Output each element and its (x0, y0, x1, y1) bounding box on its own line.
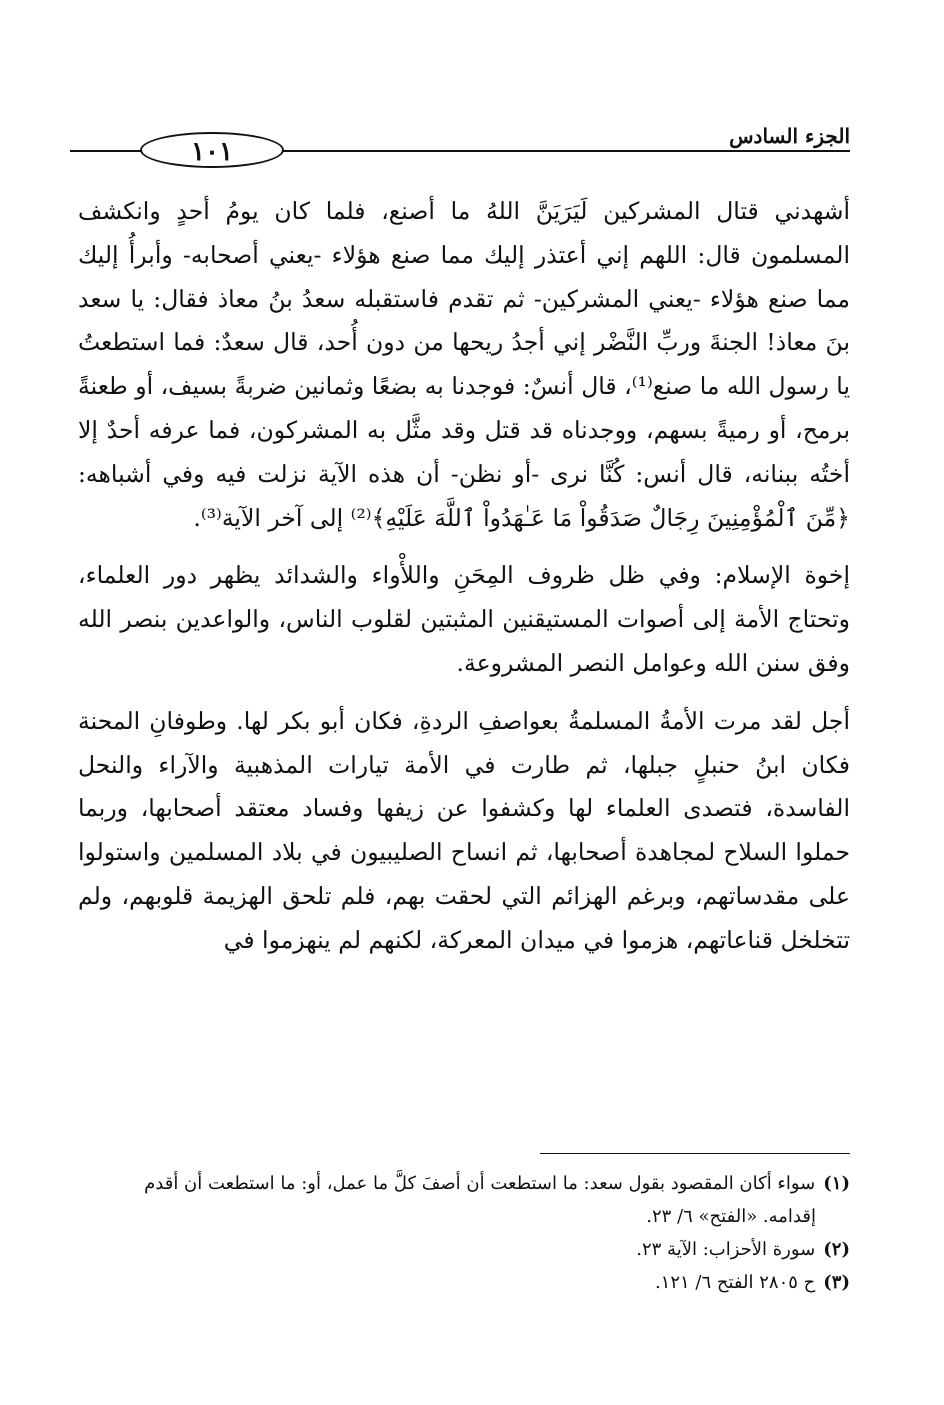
footnote-text: سورة الأحزاب: الآية ٢٣. (636, 1239, 816, 1260)
page-number: ١٠١ (140, 132, 284, 168)
page-header (70, 124, 850, 172)
footnote-text: سواء أكان المقصود بقول سعد: ما استطعت أن أصفَ كلَّ ما عمل، أو: ما استطعت أن أقدم (144, 1173, 816, 1194)
footnote-text: ح ٢٨٠٥ الفتح ٦/ ١٢١. (654, 1272, 816, 1293)
footnote-3 (78, 1266, 850, 1299)
footnote-marker: (٢) (823, 1239, 850, 1260)
paragraph-1: أشهدني قتال المشركين لَيَرَيَنَّ اللهُ ما أصنع، فلما كان يومُ أحدٍ وانكشف المسلمون قال: اللهم إني أعتذر إليك مما صنع هؤلاء -يعني أصحابه- وأبرأُ إليك مما صنع هؤلاء -يعني المشركين- ثم تقدم فاستقبله سعدُ بنُ معاذ فقال: يا سعد بنَ معاذ! الجنةَ وربِّ النَّضْر إني أجدُ ريحها من دون أُحد، قال سعدٌ: فما استطعتُ يا رسول الله ما صنع⁽¹⁾، قال أنسٌ: فوجدنا به بضعًا وثمانين ضربةً بسيف، أو طعنةً برمح، أو رميةً بسهم، ووجدناه قد قتل وقد مثَّل به المشركون، فما عرفه أحدٌ إلا أختُه ببنانه، قال أنس: كُنَّا نرى -أو نظن- أن هذه الآية نزلت فيه وفي أشباهه: ﴿مِّنَ ٱلْمُؤْمِنِينَ رِجَالٌ صَدَقُواْ مَا عَـٰهَدُواْ ٱللَّهَ عَلَيْهِ﴾⁽²⁾ إلى آخر الآية⁽³⁾. (78, 197, 850, 532)
footnote-2 (78, 1233, 850, 1266)
footnote-marker: (٣) (823, 1272, 850, 1293)
footnote-separator (540, 1153, 850, 1154)
footnote-marker: (١) (823, 1173, 850, 1194)
paragraph-3: أجل لقد مرت الأمةُ المسلمةُ بعواصفِ الردةِ، فكان أبو بكر لها. وطوفانِ المحنة فكان ابنُ حنبلٍ جبلها، ثم طارت في الأمة تيارات المذهبية والآراء والنحل الفاسدة، فتصدى العلماء لها وكشفوا عن زيفها وفساد معتقد أصحابها، وربما حملوا السلاح لمجاهدة أصحابها، ثم انساح الصليبيون في بلاد المسلمين واستولوا على مقدساتهم، وبرغم الهزائم التي لحقت بهم، فلم تلحق الهزيمة قلوبهم، ولم تتخلخل قناعاتهم، هزموا في ميدان المعركة، لكنهم لم ينهزموا في (78, 706, 850, 954)
paragraph-2: إخوة الإسلام: وفي ظل ظروف المِحَنِ واللأْواء والشدائد يظهر دور العلماء، وتحتاج الأمة إلى أصوات المستيقنين المثبتين لقلوب الناس، والواعدين بنصر الله وفق سنن الله وعوامل النصر المشروعة. (78, 561, 850, 677)
footnote-1-continuation: إقدامه. «الفتح» ٦/ ٢٣. (646, 1206, 816, 1227)
running-title: الجزء السادس (719, 124, 850, 148)
main-text (78, 190, 850, 963)
footnote-1 (78, 1167, 850, 1200)
footnotes (78, 1167, 850, 1299)
